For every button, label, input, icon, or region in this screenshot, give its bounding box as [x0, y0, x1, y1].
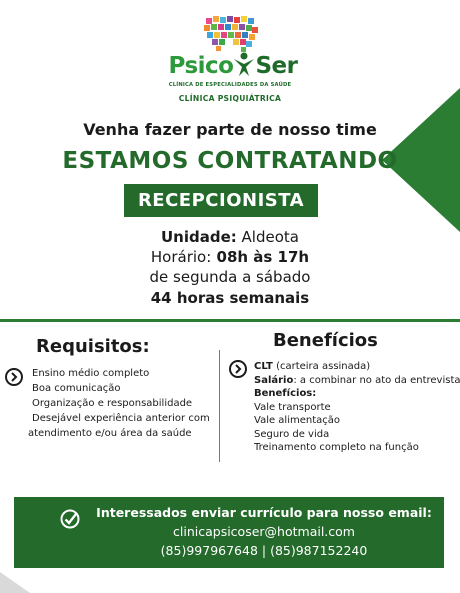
salary-line [254, 374, 460, 388]
contact-banner [14, 497, 444, 568]
list-item: Organização e responsabilidade [32, 398, 193, 409]
logo-brand-part2: Ser [255, 53, 298, 79]
days-line: de segunda a sábado [149, 268, 311, 286]
hiring-title: ESTAMOS CONTRATANDO [62, 148, 398, 174]
salary-label: Salário [254, 374, 294, 386]
list-item: Boa comunicação [32, 383, 121, 394]
logo-person-icon [233, 52, 255, 76]
hours-line [0, 248, 460, 266]
list-item: Vale transporte [254, 401, 331, 413]
logo-tagline: CLÍNICA DE ESPECIALIDADES DA SAÚDE [168, 82, 292, 88]
contact-phones: (85)997967648 | (85)987152240 [160, 543, 368, 558]
list-item: atendimento e/ou área da saúde [28, 428, 192, 439]
logo-clinic-type: CLÍNICA PSIQUIÁTRICA [178, 94, 282, 103]
clt-label: CLT [254, 361, 273, 372]
benefits-list [254, 360, 460, 455]
hours-value: 08h às 17h [211, 248, 310, 266]
list-item: Seguro de vida [254, 428, 330, 440]
headline: Venha fazer parte de nosso time [83, 120, 377, 139]
unit-label: Unidade: [161, 228, 237, 246]
benefits-title: Benefícios [273, 330, 378, 351]
list-item: Desejável experiência anterior com [32, 413, 210, 424]
hours-label: Horário: [150, 248, 212, 266]
clt-line [254, 360, 460, 374]
contact-text [94, 503, 434, 560]
logo-brand-part1: Psico [168, 53, 234, 79]
chevron-right-icon [229, 360, 247, 378]
benefits-sublabel: Benefícios: [254, 388, 317, 399]
weekly-hours: 44 horas semanais [150, 289, 310, 307]
salary-value: : a combinar no ato da entrevista [293, 374, 460, 386]
unit-value: Aldeota [236, 228, 299, 246]
clt-note: (carteira assinada) [272, 361, 371, 372]
requirements-title: Requisitos: [36, 336, 150, 357]
contact-email[interactable]: clinicapsicoser@hotmail.com [173, 524, 355, 539]
unit-line [0, 228, 460, 246]
list-item: Ensino médio completo [32, 368, 150, 379]
list-item: Treinamento completo na função [254, 442, 419, 453]
logo-wordmark [168, 52, 298, 82]
chevron-right-icon [5, 368, 23, 386]
check-circle-icon [60, 509, 80, 529]
divider-horizontal [0, 319, 460, 322]
contact-instructions: Interessados enviar currículo para nosso email: [96, 505, 432, 520]
requirements-list [28, 366, 232, 441]
list-item: Vale alimentação [254, 415, 341, 426]
decorative-triangle-bottom-left [0, 572, 30, 593]
role-banner: RECEPCIONISTA [124, 184, 318, 217]
